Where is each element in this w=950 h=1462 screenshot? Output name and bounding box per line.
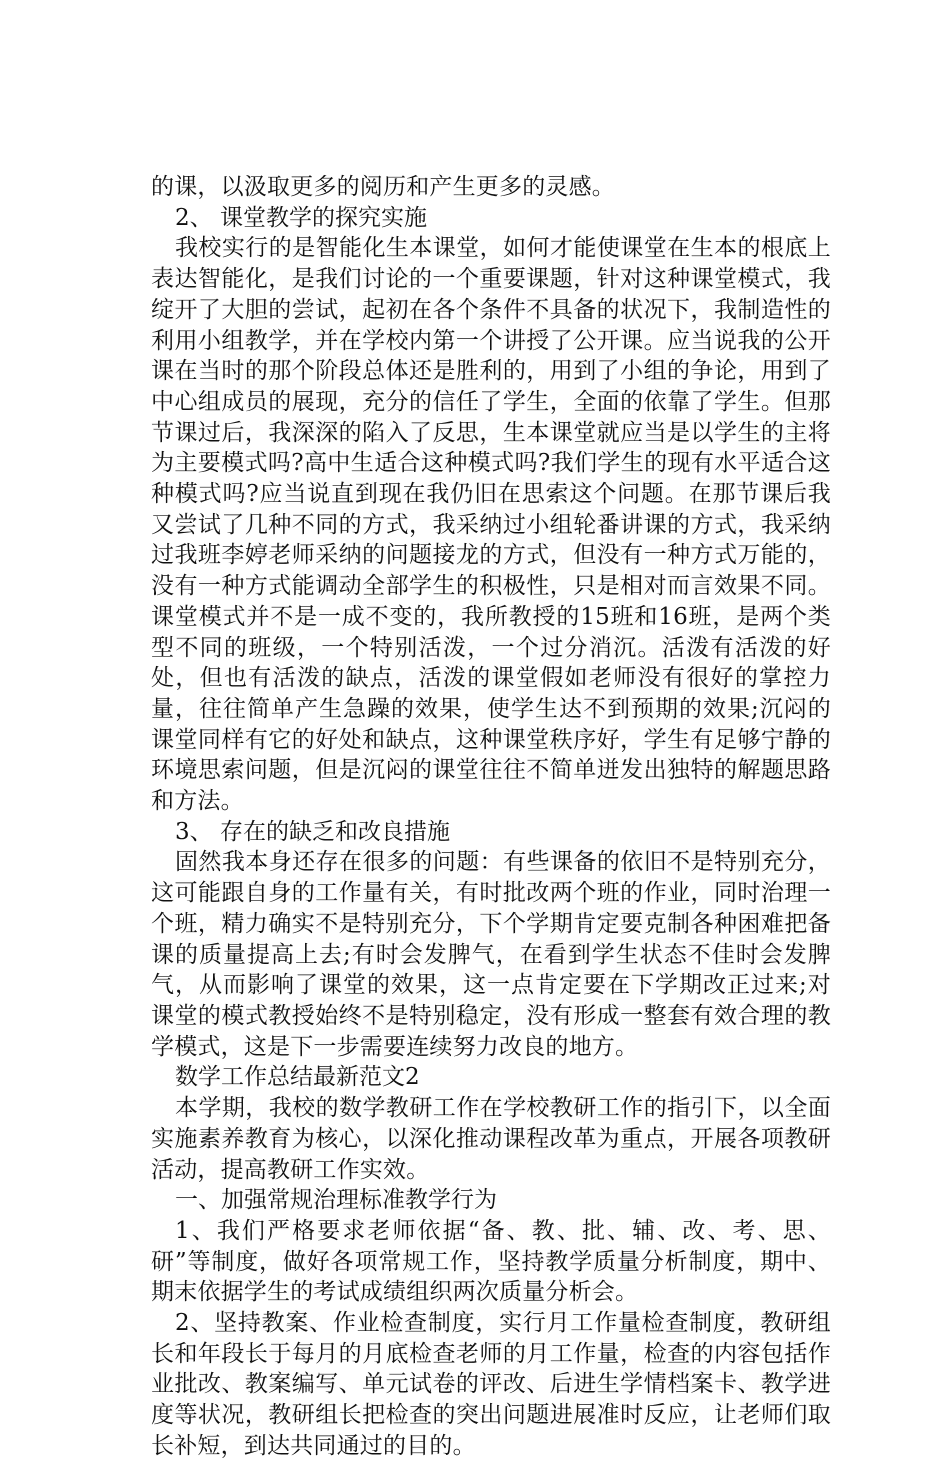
paragraph-shortcomings: 固然我本身还存在很多的问题：有些课备的依旧不是特别充分，这可能跟自身的工作量有关，有时批改两个班的作业，同时治理一个班，精力确实不是特别充分，下个学期肯定要克制各种困难把备课的质量提高上去;有时会发脾气，在看到学生状态不佳时会发脾气，从而影响了课堂的效果，这一点肯定要在下学期改正过来;对课堂的模式教授始终不是特别稳定，没有形成一整套有效合理的教学模式，这是下一步需要连续努力改良的地方。 [151,849,831,1060]
paragraph-intro: 本学期，我校的数学教研工作在学校教研工作的指引下，以全面实施素养教育为核心，以深化推动课程改革为重点，开展各项教研活动，提高教研工作实效。 [151,1095,831,1183]
section-heading-2: 2、 课堂教学的探究实施 [175,204,427,231]
paragraph-item-2: 2、坚持教案、作业检查制度，实行月工作量检查制度，教研组长和年段长于每月的月底检查老师的月工作量，检查的内容包括作业批改、教案编写、单元试卷的评改、后进生学情档案卡、教学进度等状况，教研组长把检查的突出问题进展准时反应，让老师们取长补短，到达共同通过的目的。 [151,1310,831,1459]
section-heading-3: 3、 存在的缺乏和改良措施 [175,818,450,845]
paragraph-classroom-exploration: 我校实行的是智能化生本课堂，如何才能使课堂在生本的根底上表达智能化，是我们讨论的一个重要课题，针对这种课堂模式，我绽开了大胆的尝试，起初在各个条件不具备的状况下，我制造性的利用小组教学，并在学校内第一个讲授了公开课。应当说我的公开课在当时的那个阶段总体还是胜利的，用到了小组的争论，用到了中心组成员的展现，充分的信任了学生，全面的依靠了学生。但那节课过后，我深深的陷入了反思，生本课堂就应当是以学生的主将为主要模式吗?高中生适合这种模式吗?我们学生的现有水平适合这种模式吗?应当说直到现在我仍旧在思索这个问题。在那节课后我又尝试了几种不同的方式，我采纳过小组轮番讲课的方式，我采纳过我班李婷老师采纳的问题接龙的方式，但没有一种方式万能的，没有一种方式能调动全部学生的积极性，只是相对而言效果不同。课堂模式并不是一成不变的，我所教授的15班和16班，是两个类型不同的班级，一个特别活泼，一个过分消沉。活泼有活泼的好处，但也有活泼的缺点，活泼的课堂假如老师没有很好的掌控力量，往往简单产生急躁的效果，使学生达不到预期的效果;沉闷的课堂同样有它的好处和缺点，这种课堂秩序好，学生有足够宁静的环境思索问题，但是沉闷的课堂往往不简单迸发出独特的解题思路和方法。 [151,235,831,815]
paragraph-continuation: 的课，以汲取更多的阅历和产生更多的灵感。 [151,174,615,200]
document-subtitle: 数学工作总结最新范文2 [175,1064,420,1091]
paragraph-item-1: 1、我们严格要求老师依据“备、教、批、辅、改、考、思、研”等制度，做好各项常规工作，坚持教学质量分析制度，期中、期末依据学生的考试成绩组织两次质量分析会。 [151,1217,831,1306]
section-heading-one: 一、加强常规治理标准教学行为 [175,1187,497,1214]
document-body [151,172,831,1462]
